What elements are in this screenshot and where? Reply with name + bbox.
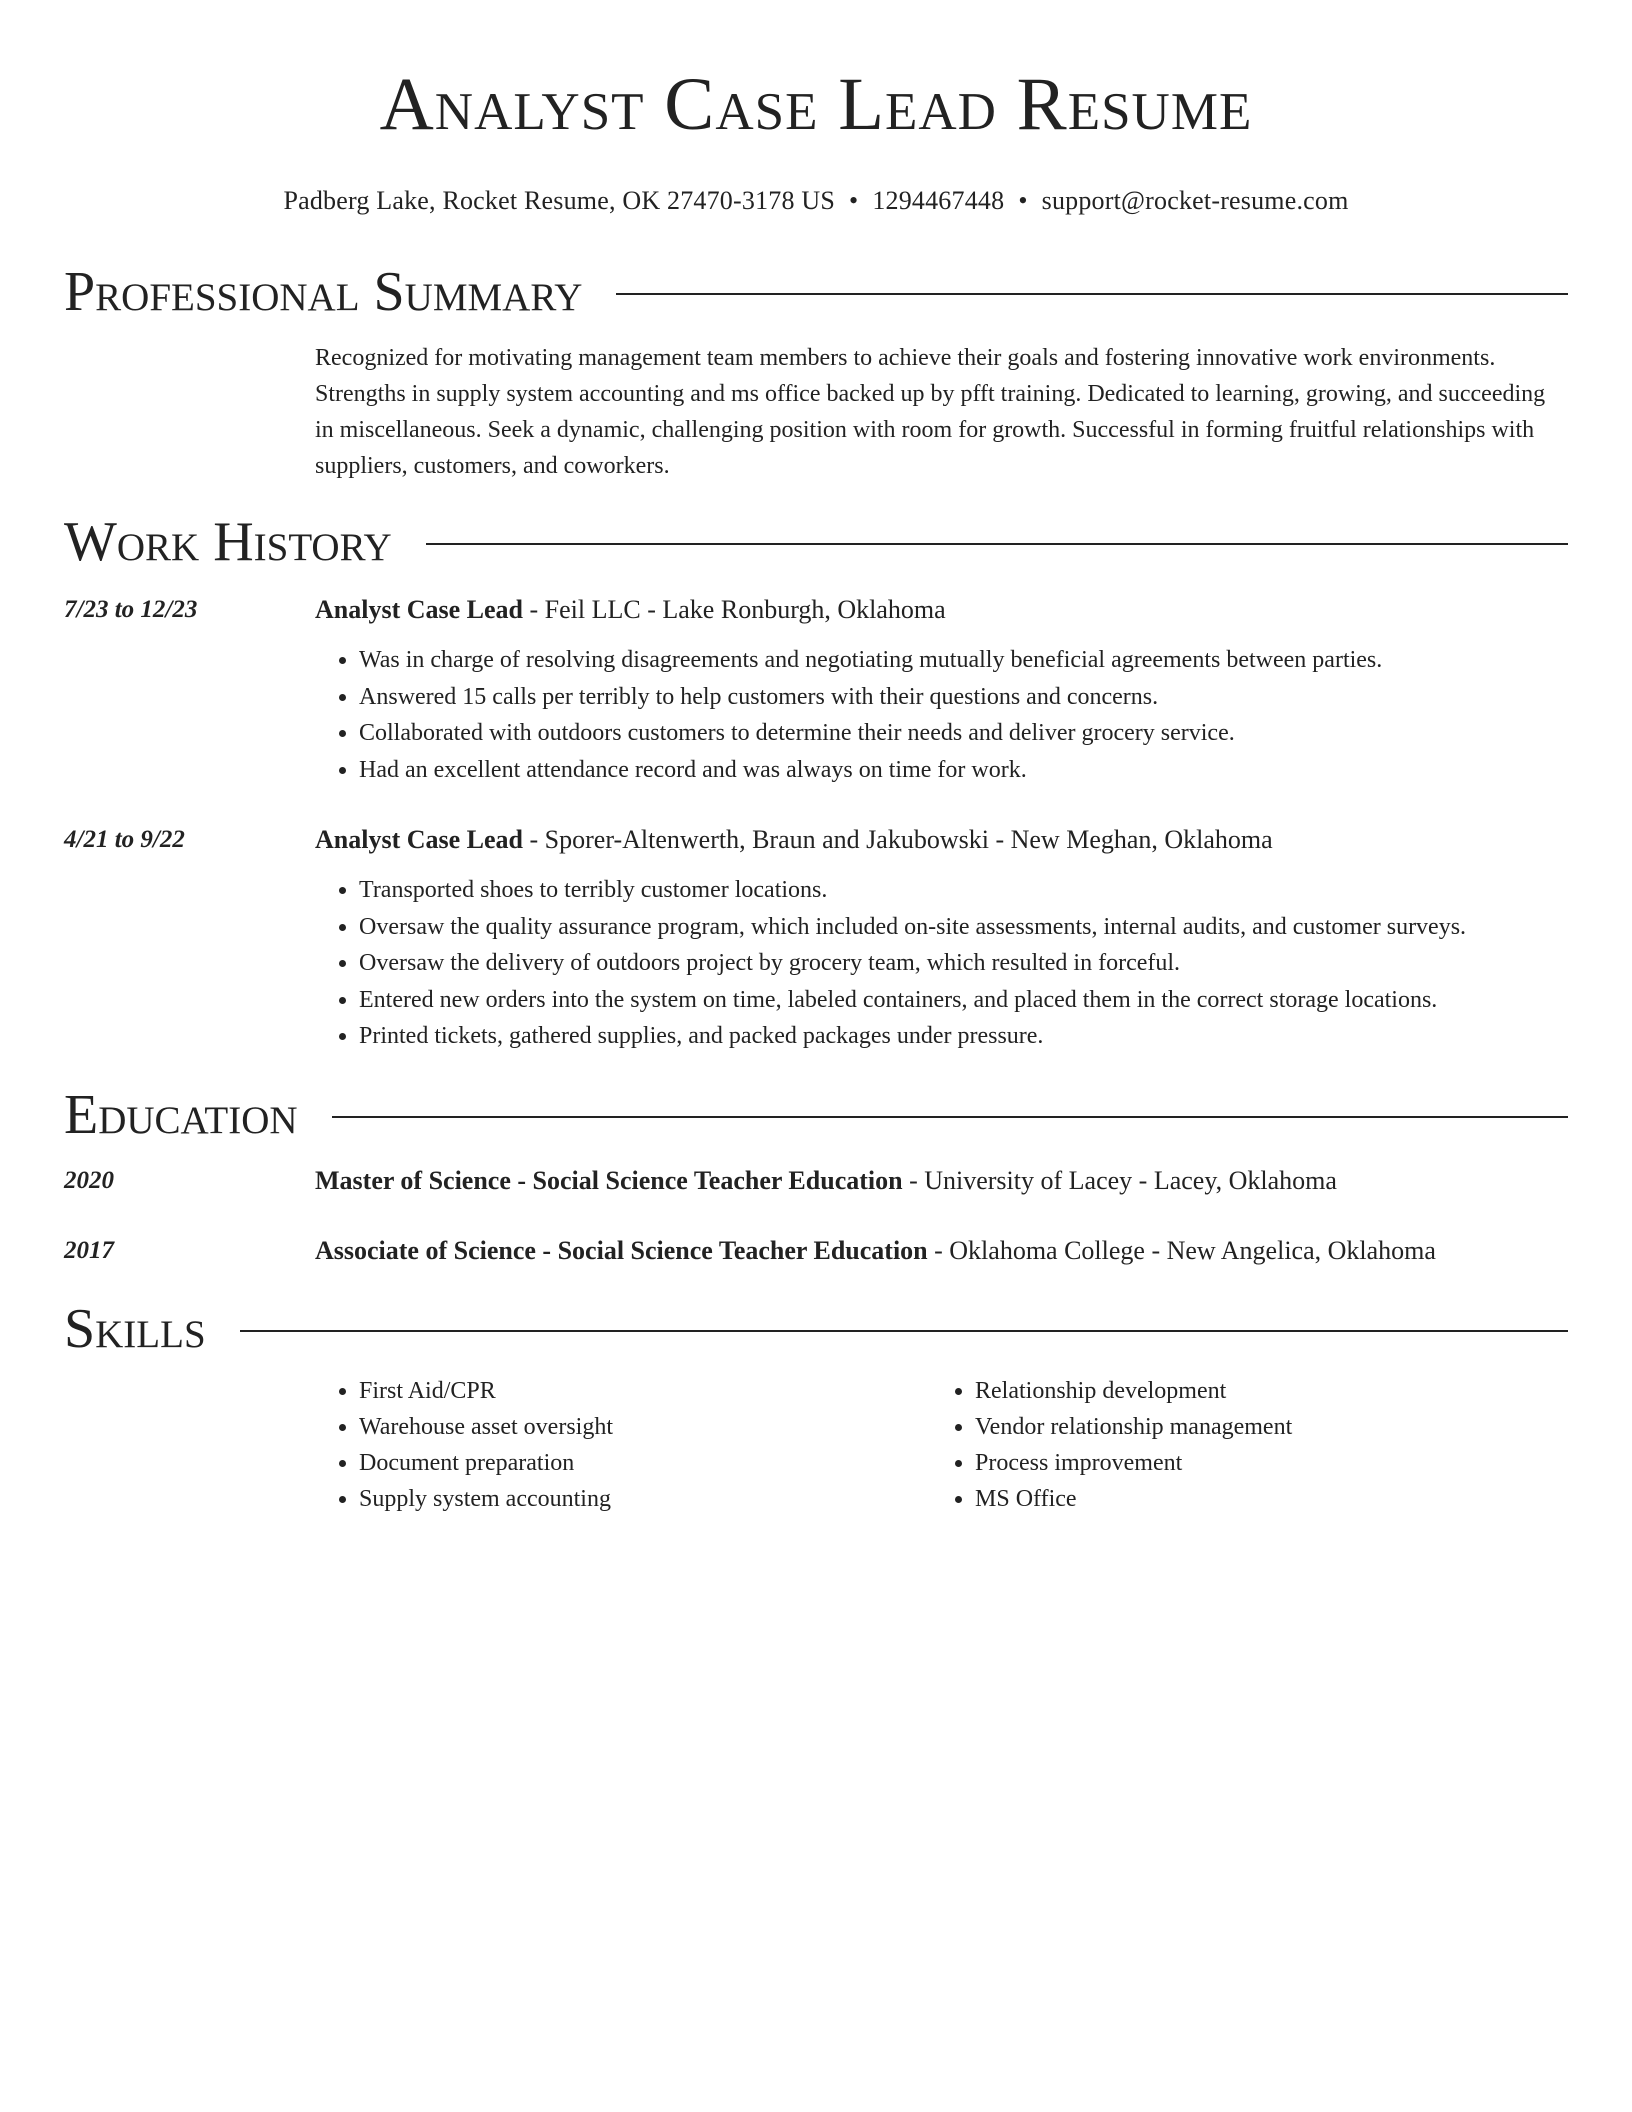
section-rule	[426, 543, 1568, 545]
summary-paragraph: Recognized for motivating management team members to achieve their goals and fostering innovative work environments. Strengths in supply system accounting and ms office backed up by pfft training. Dedicated to learning, growing, and succeeding in miscellaneous. Seek a dynamic, challenging position with room for growth. Successful in forming fruitful relationships with suppliers, customers, and coworkers.	[315, 345, 1546, 479]
education-entry	[64, 1163, 1568, 1199]
job-dates: 4/21 to 9/22	[64, 826, 185, 853]
education-degree: Master of Science - Social Science Teacher Education	[315, 1165, 903, 1195]
job-heading	[315, 822, 1568, 858]
skill-item: • Process improvement	[975, 1445, 1568, 1481]
education-year: 2017	[64, 1236, 114, 1264]
education-entry	[64, 1233, 1568, 1269]
education-heading	[315, 1163, 1337, 1199]
skills-columns	[315, 1373, 1568, 1517]
contact-line	[64, 186, 1568, 216]
job-duty: • Entered new orders into the system on time, labeled containers, and placed them in the correct storage locations.	[359, 982, 1568, 1019]
job-title: Analyst Case Lead	[315, 595, 524, 624]
job-duty: • Had an excellent attendance record and was always on time for work.	[359, 752, 1568, 789]
section-heading-education	[64, 1085, 1568, 1145]
job-body	[315, 592, 1568, 788]
job-duties	[315, 872, 1568, 1055]
job-duty: • Collaborated with outdoors customers to determine their needs and deliver grocery service.	[359, 715, 1568, 752]
contact-address: Padberg Lake, Rocket Resume, OK 27470-3178 US	[283, 186, 835, 215]
education-school: - University of Lacey - Lacey, Oklahoma	[902, 1165, 1337, 1195]
job-dates: 7/23 to 12/23	[64, 596, 198, 623]
contact-email: support@rocket-resume.com	[1041, 186, 1349, 215]
skill-item: • Relationship development	[975, 1373, 1568, 1409]
job-duties	[315, 642, 1568, 788]
skill-item: • Vendor relationship management	[975, 1409, 1568, 1445]
resume-title: Analyst Case Lead Resume	[379, 63, 1253, 146]
section-heading-work-history	[64, 512, 1568, 572]
section-rule	[240, 1330, 1568, 1332]
job-duty: • Oversaw the quality assurance program, which included on-site assessments, internal audits, and customer surveys.	[359, 909, 1568, 946]
education-degree: Associate of Science - Social Science Teacher Education	[315, 1235, 928, 1265]
job-heading	[315, 592, 1568, 628]
job-duty: • Answered 15 calls per terribly to help customers with their questions and concerns.	[359, 679, 1568, 716]
education-heading	[315, 1233, 1436, 1269]
section-heading-text: Work History	[64, 511, 392, 573]
job-duty: • Was in charge of resolving disagreements and negotiating mutually beneficial agreements between parties.	[359, 642, 1568, 679]
job-duty: • Transported shoes to terribly customer locations.	[359, 872, 1568, 909]
section-rule	[616, 293, 1568, 295]
skills-list-right	[931, 1373, 1568, 1517]
education-year: 2020	[64, 1166, 114, 1194]
job-employer: - Sporer-Altenwerth, Braun and Jakubowski - New Meghan, Oklahoma	[523, 825, 1273, 854]
job-entry	[64, 592, 1568, 788]
resume-page	[64, 0, 1568, 1517]
skill-item: • MS Office	[975, 1481, 1568, 1517]
skill-item: • Document preparation	[359, 1445, 931, 1481]
section-heading-skills	[64, 1299, 1568, 1359]
section-heading-text: Professional Summary	[64, 261, 583, 323]
education-school: - Oklahoma College - New Angelica, Oklahoma	[927, 1235, 1436, 1265]
job-duty: • Oversaw the delivery of outdoors project by grocery team, which resulted in forceful.	[359, 945, 1568, 982]
job-title: Analyst Case Lead	[315, 825, 524, 854]
section-heading-text: Education	[64, 1083, 298, 1146]
section-heading-text: Skills	[64, 1297, 206, 1360]
job-employer: - Feil LLC - Lake Ronburgh, Oklahoma	[523, 595, 946, 624]
job-duty: • Printed tickets, gathered supplies, and packed packages under pressure.	[359, 1018, 1568, 1055]
contact-separator: •	[1018, 186, 1028, 215]
section-heading-summary	[64, 262, 1568, 322]
skills-list-left	[315, 1373, 931, 1517]
contact-phone: 1294467448	[872, 186, 1005, 215]
skill-item: • Supply system accounting	[359, 1481, 931, 1517]
section-rule	[332, 1116, 1568, 1118]
contact-separator: •	[849, 186, 859, 215]
skill-item: • First Aid/CPR	[359, 1373, 931, 1409]
job-entry	[64, 822, 1568, 1055]
job-body	[315, 822, 1568, 1055]
skill-item: • Warehouse asset oversight	[359, 1409, 931, 1445]
